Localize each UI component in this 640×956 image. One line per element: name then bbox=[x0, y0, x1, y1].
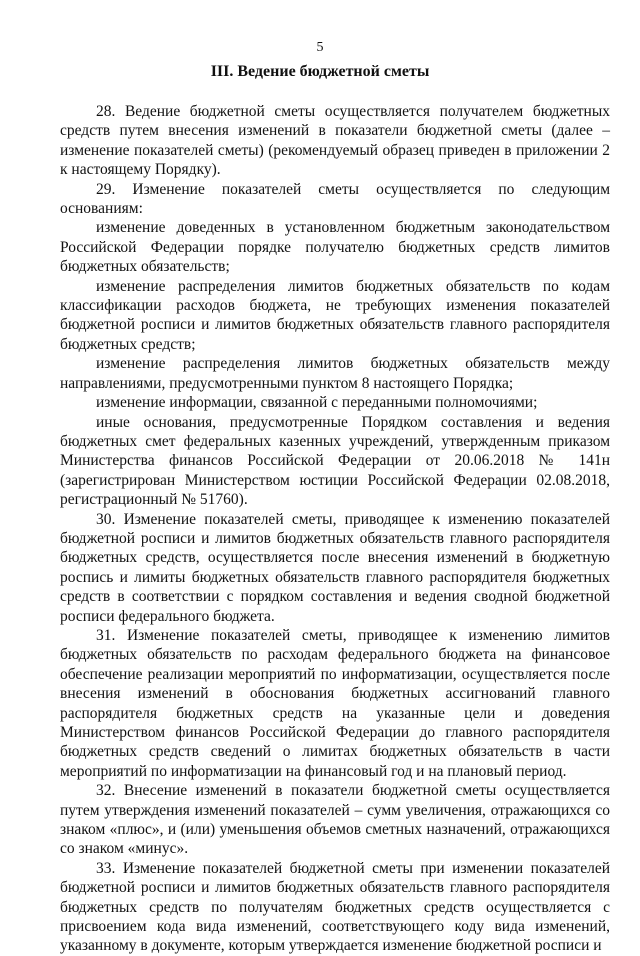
page-number: 5 bbox=[316, 40, 324, 55]
section-title: III. Ведение бюджетной сметы bbox=[210, 63, 430, 80]
paragraph-33: 33. Изменение показателей бюджетной сметы при изменении показателей бюджетной росписи и лимитов бюджетных обязательств главного распорядителя бюджетных средств по получателям бюджетных средств осуществляется с присвоением кода вида изменений, соответствующего коду вида изменений, указанному в документе, которым утверждается изменение бюджетной росписи и bbox=[60, 859, 610, 955]
paragraph-30: 30. Изменение показателей сметы, приводящее к изменению показателей бюджетной росписи и лимитов бюджетных обязательств главного распорядителя бюджетных средств, осуществляется после внесения изменений в бюджетную роспись и лимиты бюджетных обязательств главного распорядителя бюджетных средств в соответствии с порядком составления и ведения сводной бюджетной росписи федерального бюджета. bbox=[60, 510, 610, 625]
list-item-powers-info: изменение информации, связанной с переданными полномочиями; bbox=[96, 394, 538, 412]
list-item-other-grounds: иные основания, предусмотренные Порядком составления и ведения бюджетных смет федеральных казенных учреждений, утвержденным приказом Министерства финансов Российской Федерации от 20.06.2018 № 141н (зарегистрирован Министерством юстиции Российской Федерации 02.08.2018, регистрационный № 51760). bbox=[60, 413, 610, 509]
list-item-limits-change: изменение доведенных в установленном бюджетным законодательством Российской Федерации порядке получателю бюджетных средств лимитов бюджетных обязательств; bbox=[60, 219, 610, 276]
paragraph-32: 32. Внесение изменений в показатели бюджетной сметы осуществляется путем утверждения изменений показателей – сумм увеличения, отражающихся со знаком «плюс», и (или) уменьшения объемов сметных назначений, отражающихся со знаком «минус». bbox=[60, 782, 610, 858]
list-item-distribution-directions: изменение распределения лимитов бюджетных обязательств между направлениями, предусмотренными пунктом 8 настоящего Порядка; bbox=[60, 355, 610, 392]
paragraph-31: 31. Изменение показателей сметы, приводящее к изменению лимитов бюджетных обязательств по расходам федерального бюджета на финансовое обеспечение реализации мероприятий по информатизации, осуществляется после внесения изменений в обоснования бюджетных ассигнований главного распорядителя бюджетных средств на указанные цели и доведения Министерством финансов Российской Федерации до главного распорядителя бюджетных средств сведений о лимитах бюджетных обязательств в части мероприятий по информатизации на финансовый год и на плановый период. bbox=[60, 626, 610, 780]
paragraph-29: 29. Изменение показателей сметы осуществляется по следующим основаниям: bbox=[60, 180, 610, 218]
document-body bbox=[60, 102, 610, 956]
list-item-distribution-codes: изменение распределения лимитов бюджетных обязательств по кодам классификации расходов бюджета, не требующих изменения показателей бюджетной росписи и лимитов бюджетных обязательств главного распорядителя бюджетных средств; bbox=[60, 277, 610, 353]
paragraph-28: 28. Ведение бюджетной сметы осуществляется получателем бюджетных средств путем внесения изменений в показатели бюджетной сметы (далее – изменение показателей сметы) (рекомендуемый образец приведен в приложении 2 к настоящему Порядку). bbox=[60, 103, 610, 179]
